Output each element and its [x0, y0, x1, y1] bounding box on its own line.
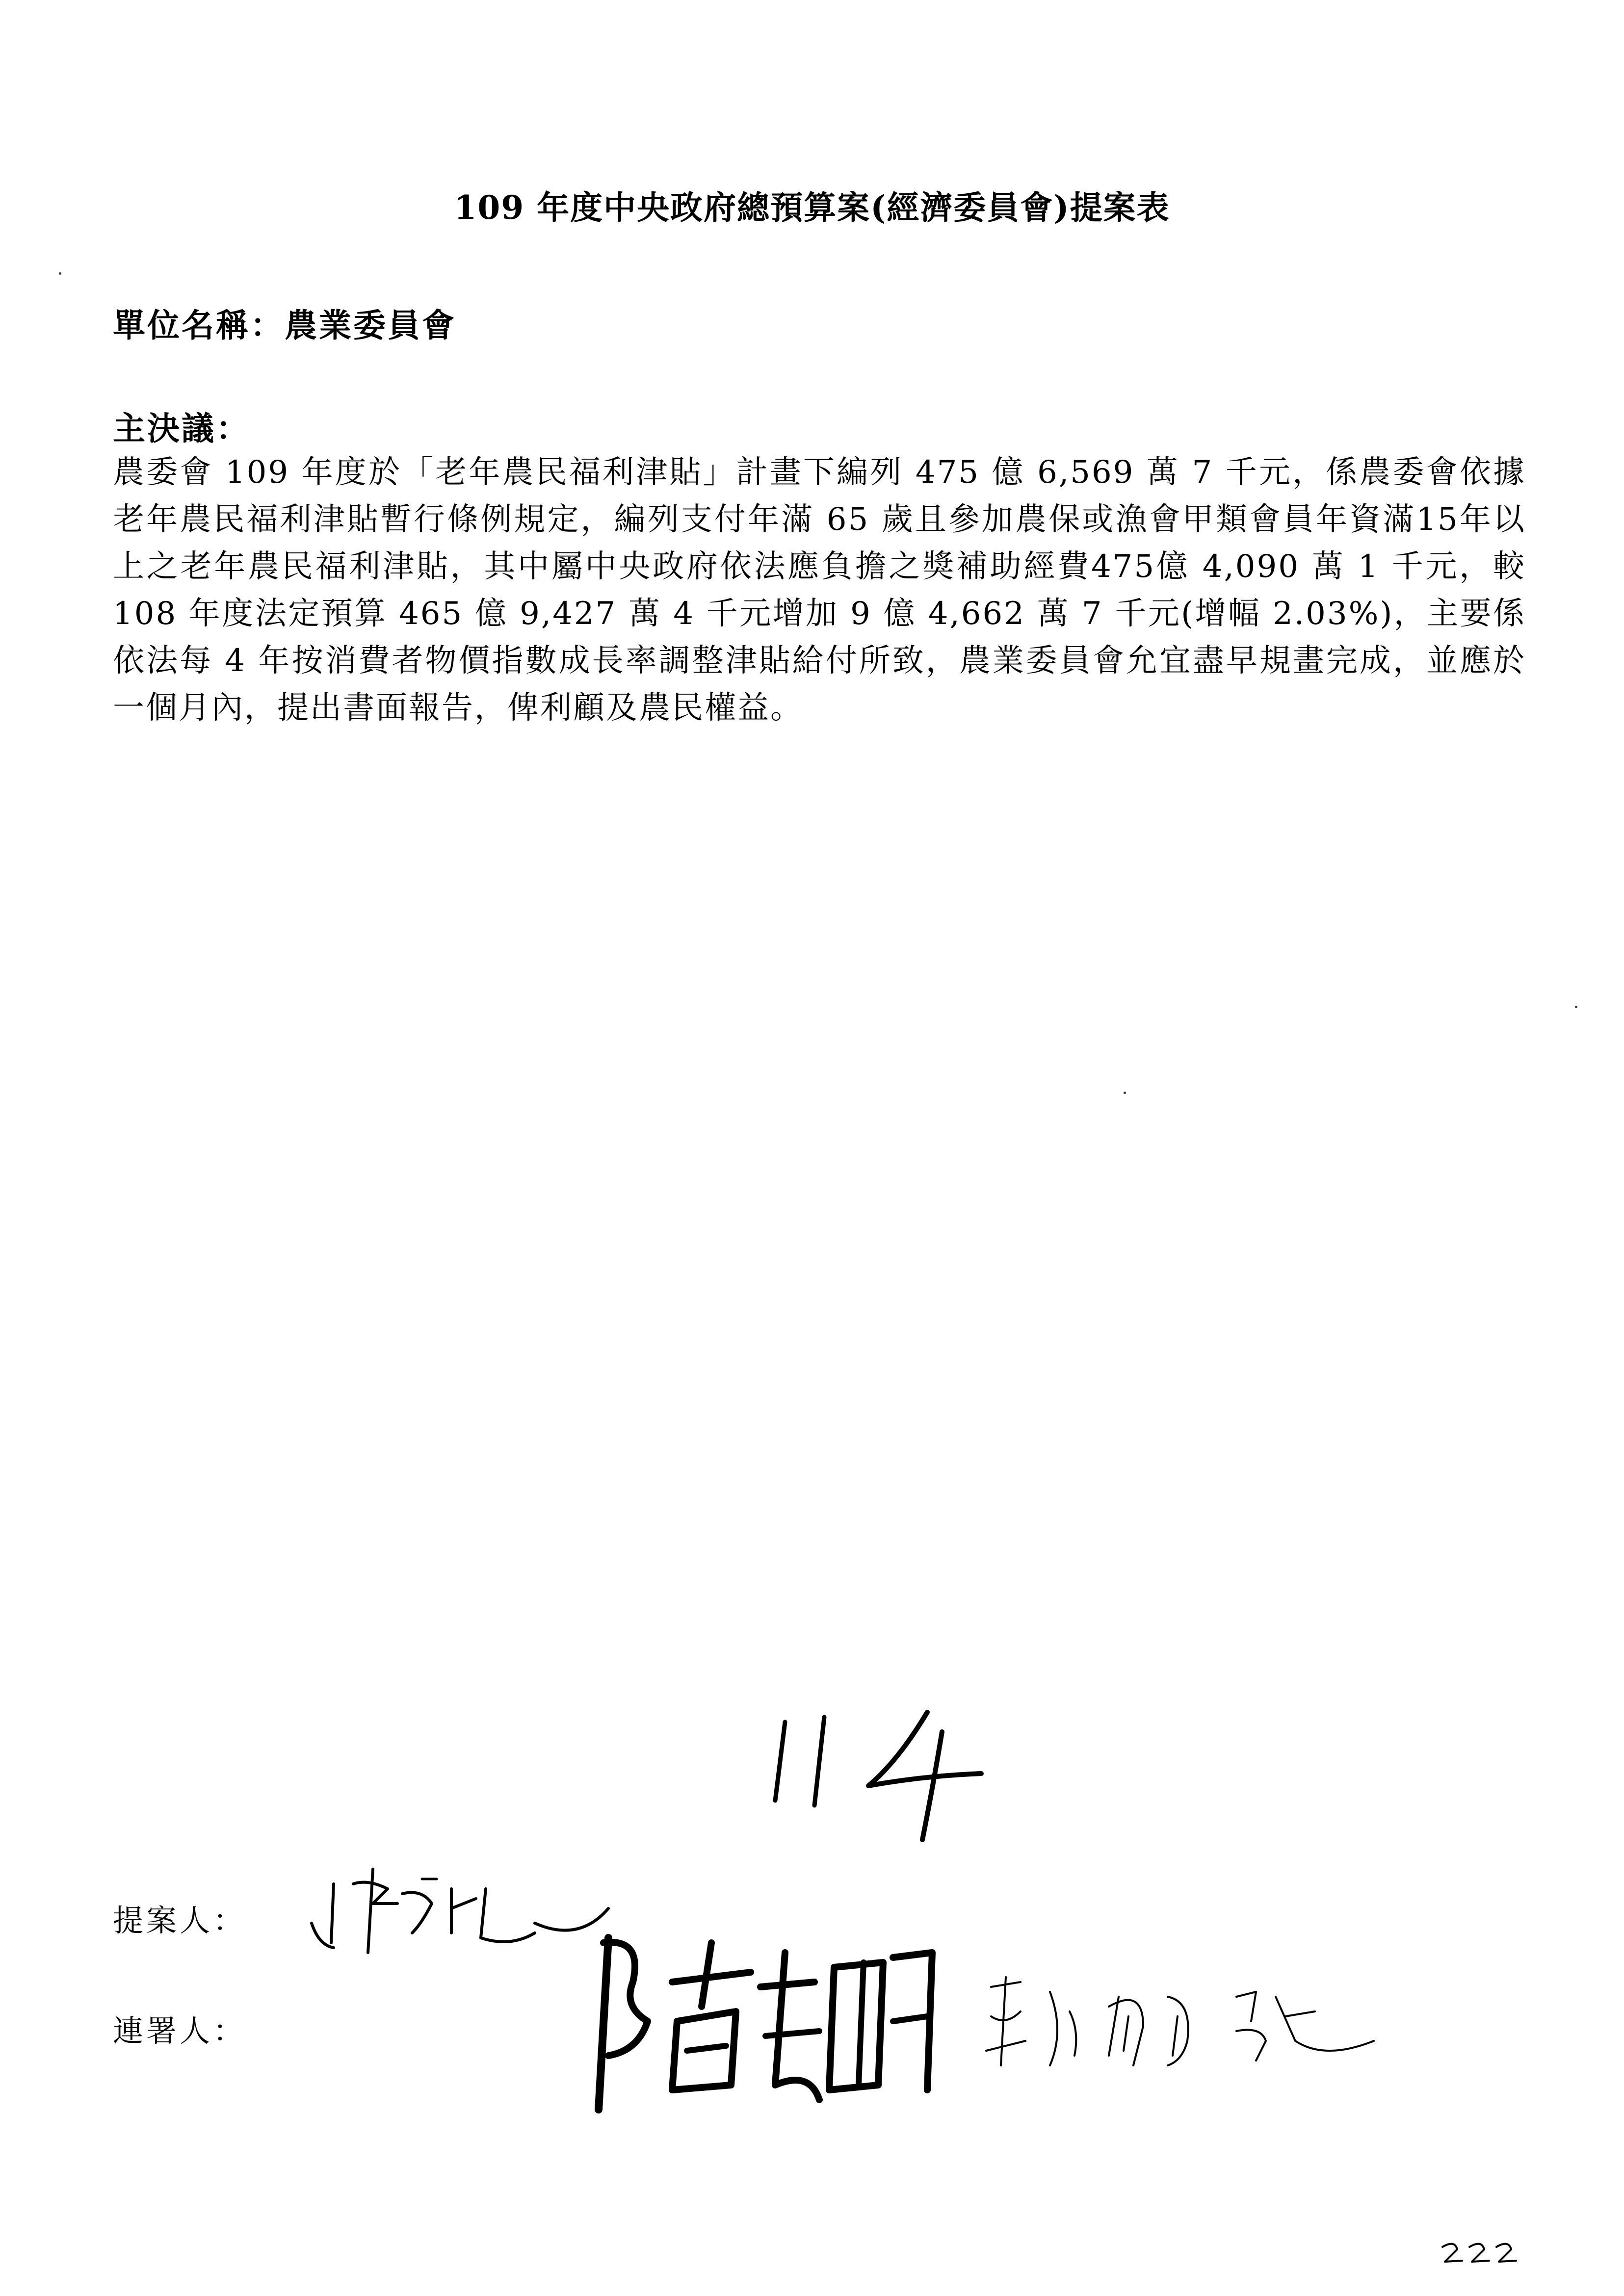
resolution-body: 農委會 109 年度於「老年農民福利津貼」計畫下編列 475 億 6,569 萬 7 千元，係農委會依據老年農民福利津貼暫行條例規定，編列支付年滿 65 歲且參加農保或漁會甲類會員年資滿15年以上之老年農民福利津貼，其中屬中央政府依法應負擔之獎補助經費475億 4,090 萬 1 千元，較 108 年度法定預算 465 億 9,427 萬 4 千元增加 9 億 4,662 萬 7 千元(增幅 2.03%)，主要係依法每 4 年按消費者物價指數成長率調整津貼給付所致，農業委員會允宜盡早規畫完成，並應於一個月內，提出書面報告，俾利顧及農民權益。	[113, 454, 1526, 726]
proposer-signature	[304, 1850, 618, 1962]
scan-speck	[1575, 1006, 1577, 1008]
handwritten-number	[765, 1702, 1021, 1850]
page-mark	[1438, 2237, 1521, 2267]
cosigner-signature-2	[981, 1967, 1384, 2085]
scan-speck	[59, 272, 61, 275]
document-title: 109 年度中央政府總預算案(經濟委員會)提案表	[454, 188, 1170, 227]
unit-name: 單位名稱：農業委員會	[113, 306, 456, 344]
cosigner-label: 連署人：	[113, 2013, 247, 2049]
proposer-label: 提案人：	[113, 1903, 247, 1938]
resolution-heading: 主決議：	[113, 409, 250, 447]
cosigner-signature-1	[589, 1923, 942, 2129]
scan-speck	[1124, 1092, 1126, 1094]
